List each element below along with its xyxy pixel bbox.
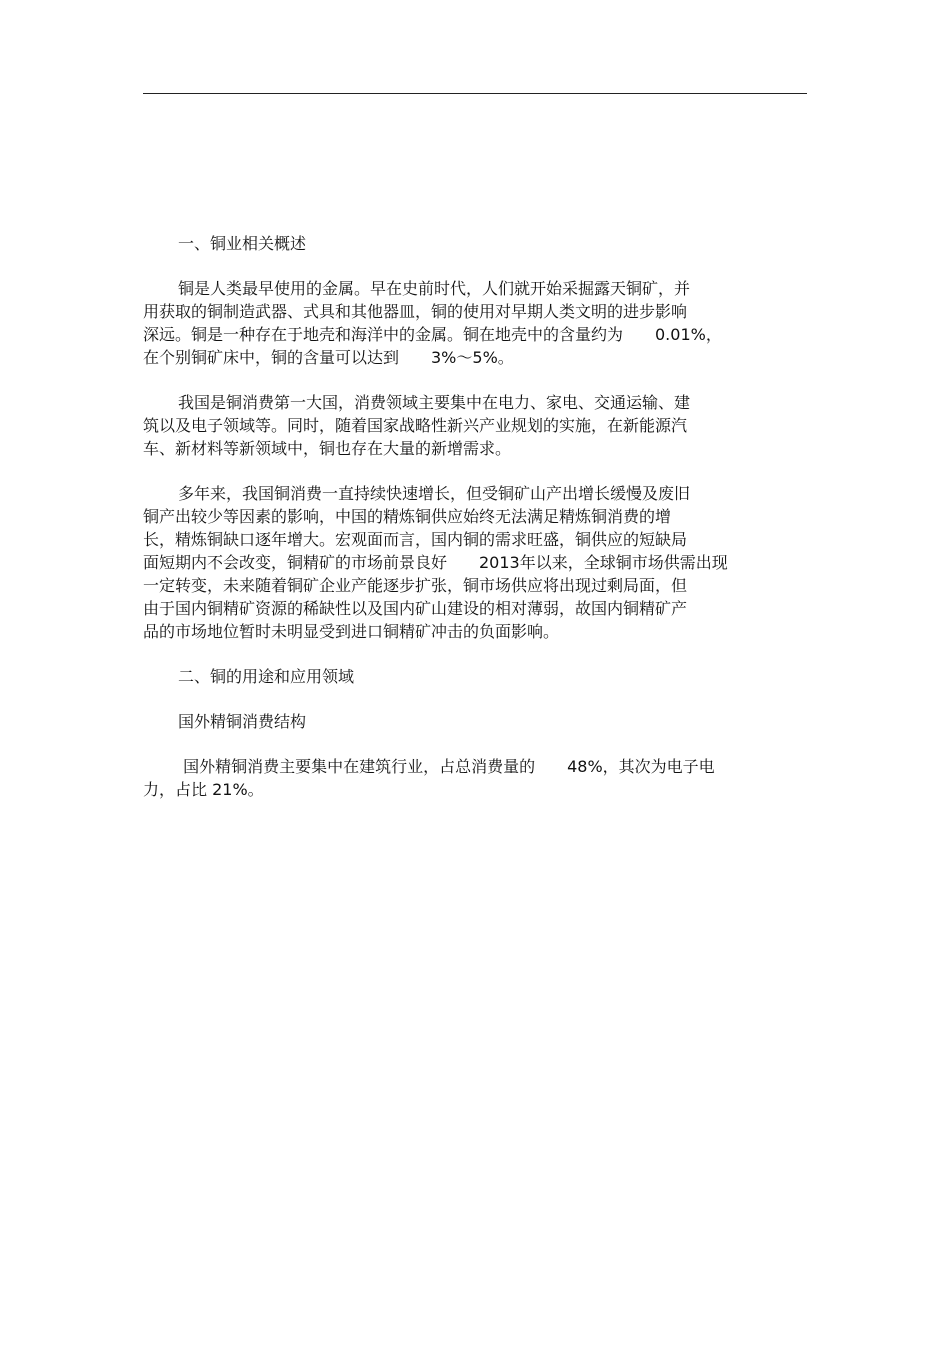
section-heading-1: 一、铜业相关概述 — [178, 234, 307, 253]
paragraph-market-outlook — [143, 482, 807, 643]
paragraph-foreign-consumption — [143, 755, 807, 801]
paragraph-line: 在个别铜矿床中，铜的含量可以达到 3%～5%。 — [143, 348, 514, 367]
paragraph-line: 深远。铜是一种存在于地壳和海洋中的金属。铜在地壳中的含量约为 0.01%， — [143, 325, 722, 344]
paragraph-copy-overview — [143, 277, 807, 369]
section-heading-2: 二、铜的用途和应用领域 — [178, 667, 355, 686]
paragraph-line: 长，精炼铜缺口逐年增大。宏观面而言，国内铜的需求旺盛，铜供应的短缺局 — [143, 530, 688, 549]
paragraph-line: 筑以及电子领域等。同时，随着国家战略性新兴产业规划的实施，在新能源汽 — [143, 416, 688, 435]
paragraph-line: 铜产出较少等因素的影响，中国的精炼铜供应始终无法满足精炼铜消费的增 — [143, 507, 672, 526]
paragraph-line: 国外精铜消费主要集中在建筑行业，占总消费量的 48%，其次为电子电 — [178, 757, 715, 776]
paragraph-line: 铜是人类最早使用的金属。早在史前时代，人们就开始采掘露天铜矿，并 — [178, 279, 691, 298]
subsection-heading: 国外精铜消费结构 — [178, 712, 307, 731]
paragraph-line: 我国是铜消费第一大国，消费领域主要集中在电力、家电、交通运输、建 — [178, 393, 691, 412]
paragraph-line: 多年来，我国铜消费一直持续快速增长，但受铜矿山产出增长缓慢及废旧 — [178, 484, 691, 503]
paragraph-line: 由于国内铜精矿资源的稀缺性以及国内矿山建设的相对薄弱，故国内铜精矿产 — [143, 599, 688, 618]
paragraph-line: 面短期内不会改变，铜精矿的市场前景良好 2013年以来，全球铜市场供需出现 — [143, 553, 728, 572]
paragraph-line: 车、新材料等新领域中，铜也存在大量的新增需求。 — [143, 439, 512, 458]
document-body — [143, 232, 807, 801]
paragraph-line: 一定转变，未来随着铜矿企业产能逐步扩张，铜市场供应将出现过剩局面，但 — [143, 576, 688, 595]
paragraph-line: 力，占比 21%。 — [143, 780, 264, 799]
header-rule — [143, 93, 807, 94]
paragraph-line: 品的市场地位暂时未明显受到进口铜精矿冲击的负面影响。 — [143, 622, 560, 641]
paragraph-china-consumption — [143, 391, 807, 460]
paragraph-line: 用获取的铜制造武器、式具和其他器皿，铜的使用对早期人类文明的进步影响 — [143, 302, 688, 321]
